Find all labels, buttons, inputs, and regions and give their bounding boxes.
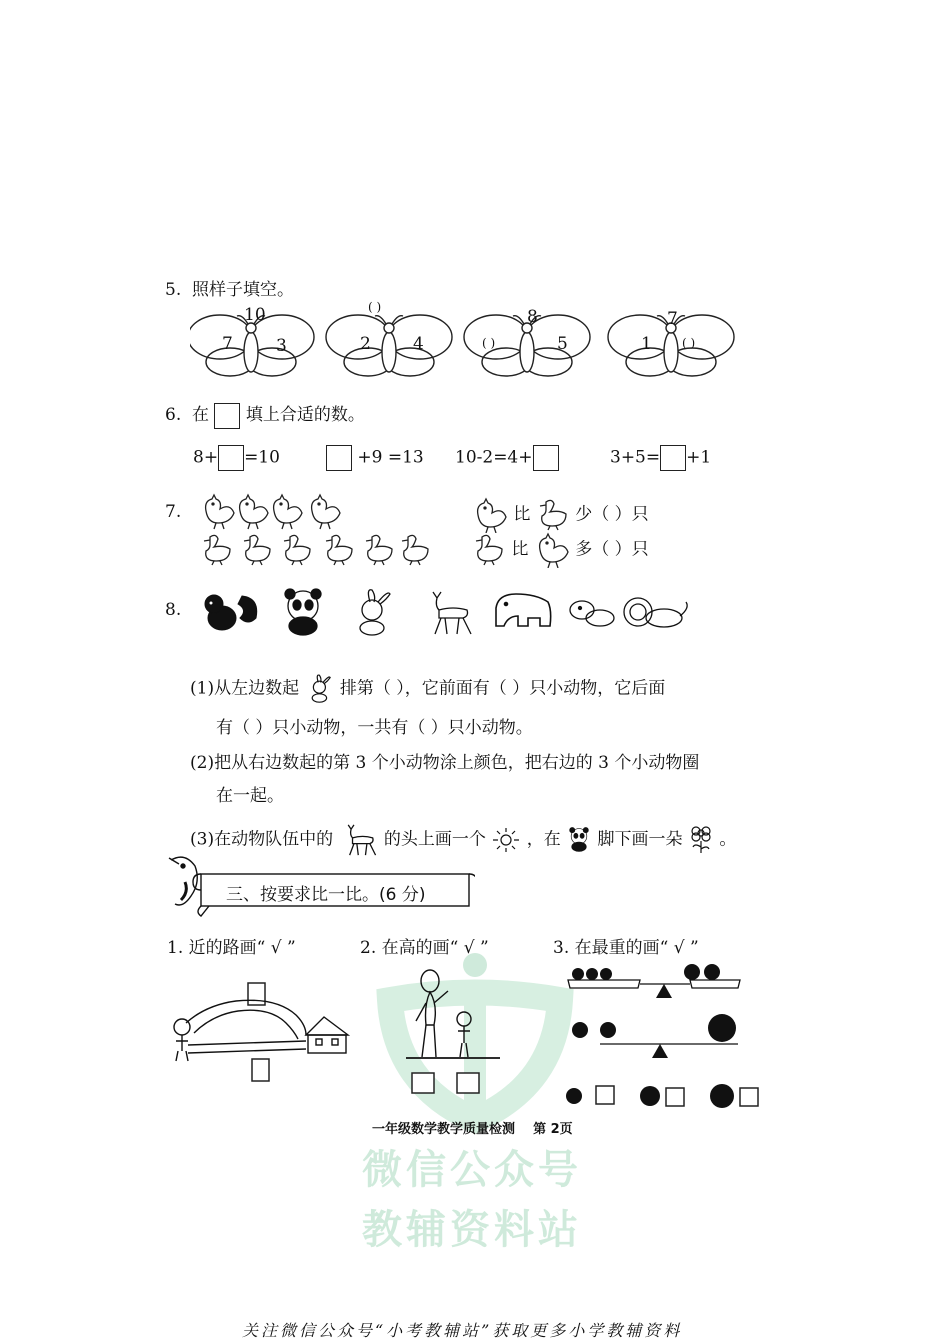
q6-number: 6.: [165, 405, 182, 425]
q6-eq1-a: 8+: [193, 447, 219, 468]
squirrel-icon: [205, 595, 257, 630]
bf3-left: ( ): [482, 336, 496, 350]
q6-eq4: [610, 445, 711, 471]
q6-sample-box: [214, 403, 240, 429]
bf4-left: 1: [641, 334, 652, 354]
elephant-icon: [496, 594, 551, 626]
q6-eq1-b: =10: [244, 447, 280, 468]
q8-p1-a: (1)从左边数起: [190, 678, 300, 699]
q6-eq2-box[interactable]: [326, 445, 352, 471]
s3-path2-box: [252, 1059, 269, 1081]
s3-item3-label: 3. 在最重的画“ √ ”: [553, 938, 699, 958]
s3-item2-label: 2. 在高的画“ √ ”: [360, 938, 489, 958]
s3-light-box: [596, 1086, 614, 1104]
q8-p3-d: 脚下画一朵: [597, 829, 683, 850]
q6-heading: [165, 400, 365, 429]
bf2-left: 2: [360, 334, 371, 354]
section3-title: 三、按要求比一比。(6 分): [226, 885, 426, 905]
duck-icon: [472, 533, 506, 567]
q8-animal-row: [198, 588, 698, 638]
s3-item3-picture: [560, 958, 775, 1113]
q5-number: 5.: [165, 280, 182, 300]
q5-text: 照样子填空。: [192, 280, 295, 300]
q6-eq3: [455, 445, 559, 471]
dog-icon: [570, 601, 614, 626]
bf3-top: 8: [527, 307, 538, 327]
bottom-note: 关注微信公众号“小考教辅站”获取更多小学教辅资料: [242, 1321, 683, 1340]
bf3-right: 5: [557, 334, 568, 354]
bf2-right: 4: [413, 334, 424, 354]
rabbit-icon: [305, 672, 335, 706]
bf1-right: 3: [276, 336, 287, 356]
q6-eq3-box[interactable]: [533, 445, 559, 471]
s3-medium-box: [666, 1088, 684, 1106]
q8-p2-line1: (2)把从右边数起的第 3 个小动物涂上颜色，把右边的 3 个小动物圈: [190, 753, 700, 773]
rabbit-icon: [360, 590, 390, 635]
sun-icon: [491, 827, 521, 853]
q7-row1-tail: 少（ ）只: [575, 504, 649, 525]
deer-icon: [433, 592, 471, 634]
q7-number: 7.: [165, 502, 182, 522]
rooster-icon: [472, 497, 508, 533]
bf4-top: 7: [667, 309, 678, 329]
q8-number: 8.: [165, 600, 182, 620]
q6-eq2: [326, 445, 424, 471]
q6-eq4-a: 3+5=: [610, 447, 661, 468]
rooster-icon: [534, 532, 570, 568]
q7-row1-bi: 比: [513, 504, 531, 525]
q6-eq4-b: +1: [686, 447, 712, 468]
q6-eq3-a: 10-2=4+: [455, 447, 533, 468]
flower-icon: [688, 825, 714, 855]
q5-heading: [165, 275, 294, 300]
q8-p3-e: 。: [719, 829, 737, 850]
s3-tall-box: [412, 1073, 434, 1093]
bf1-left: 7: [222, 334, 233, 354]
q6-post: 填上合适的数。: [245, 405, 365, 425]
q6-eq1-box[interactable]: [218, 445, 244, 471]
bf2-top: ( ): [368, 300, 382, 314]
q8-p1-line2: 有（ ）只小动物，一共有（ ）只小动物。: [216, 718, 533, 738]
q8-p3-c: ，在: [526, 829, 561, 850]
s3-item1-label: 1. 近的路画“ √ ”: [167, 938, 296, 958]
q6-eq1: [193, 445, 280, 471]
q6-eq4-box[interactable]: [660, 445, 686, 471]
q7-row2-bi: 比: [511, 539, 529, 560]
bf1-top: 10: [244, 305, 266, 325]
lion-icon: [624, 598, 687, 627]
q8-p3-a: (3)在动物队伍中的: [190, 829, 334, 850]
q8-p3-b: 的头上画一个: [383, 829, 486, 850]
duck-icon: [536, 498, 570, 532]
butterfly-row: [190, 302, 740, 387]
bf4-right: ( ): [682, 336, 696, 350]
q7-pictures: [200, 493, 450, 568]
panda-icon: [285, 589, 321, 635]
q7-row2-tail: 多（ ）只: [575, 539, 649, 560]
q8-p1-line1: [190, 672, 665, 706]
q6-eq2-b: +9 =13: [357, 447, 424, 468]
s3-item2-picture: [404, 965, 504, 1095]
butterflies-svg: [190, 302, 740, 387]
s3-item1-picture: [166, 975, 356, 1085]
q8-p1-b: 排第（ ），它前面有（ ）只小动物，它后面: [339, 678, 666, 699]
q7-row2: [472, 532, 649, 568]
page-footer: 一年级数学教学质量检测 第 2页: [372, 1122, 573, 1137]
q6-pre: 在: [192, 405, 210, 425]
watermark-line1: 微信公众号: [362, 1147, 582, 1193]
s3-heavy-box: [740, 1088, 758, 1106]
q8-p2-line2: 在一起。: [216, 786, 284, 806]
panda-icon: [566, 825, 592, 855]
s3-short-box: [457, 1073, 479, 1093]
q7-row1: [472, 497, 649, 533]
watermark-line2: 教辅资料站: [362, 1207, 582, 1253]
